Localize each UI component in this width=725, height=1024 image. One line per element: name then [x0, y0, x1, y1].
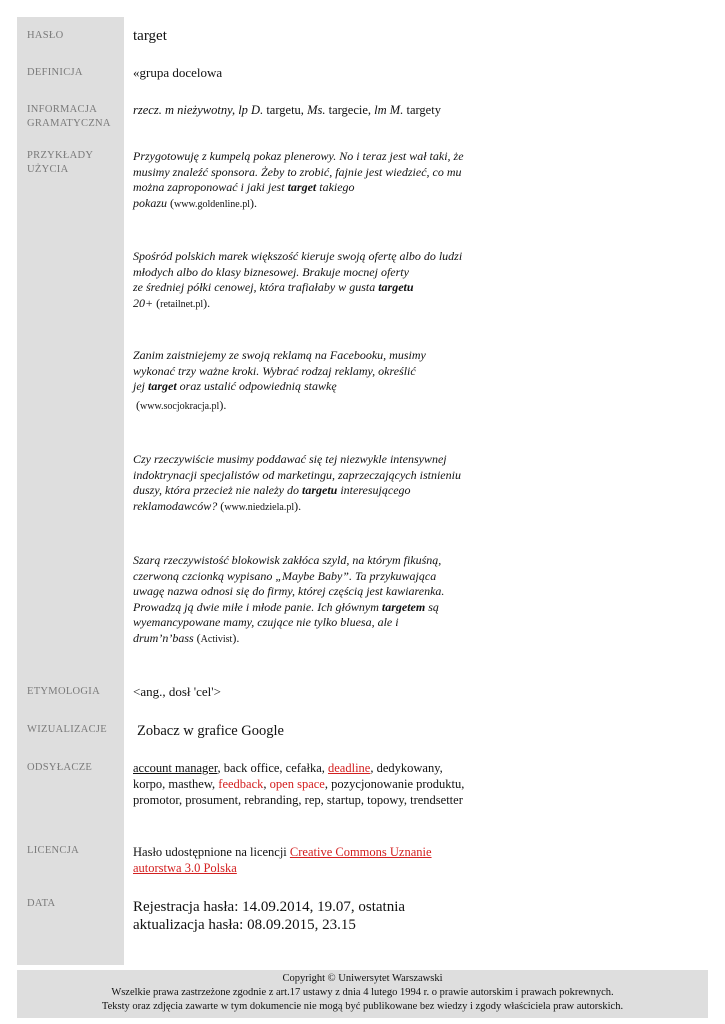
- example-text: można zaproponować i jaki jest: [133, 180, 288, 195]
- grammar-part: Ms.: [307, 103, 326, 117]
- example-line: Szarą rzeczywistość blokowisk zakłóca szyld, na którym fikuśną,: [133, 553, 442, 567]
- label-definition: DEFINICJA: [27, 67, 83, 78]
- references: [133, 760, 464, 808]
- example-line: musimy znaleźć sponsora. Żeby to zrobić, fajnie jest wiedzieć, co mu: [133, 164, 462, 179]
- example-line: wyemancypowane mamy, czujące nie tylko bluesa, ale i: [133, 615, 399, 630]
- references-line: [133, 776, 464, 792]
- footer-rights: Wszelkie prawa zastrzeżone zgodnie z art.17 ustawy z dnia 4 lutego 1994 r. o prawie autorskim i prawach pokrewnych.: [111, 987, 614, 998]
- label-grammar-line1: INFORMACJA: [27, 104, 98, 115]
- example-line: [133, 379, 473, 395]
- example-line: młodych albo do klasy biznesowej. Brakuje mocnej oferty: [133, 264, 409, 279]
- usage-example: [133, 553, 473, 648]
- label-etymology: ETYMOLOGIA: [27, 686, 100, 697]
- etymology: <ang., dosł 'cel'>: [133, 684, 221, 699]
- reference-link[interactable]: deadline: [328, 761, 371, 775]
- example-line: 20+ (retailnet.pl).: [133, 295, 211, 310]
- example-source: retailnet.pl: [160, 298, 204, 310]
- grammar-part: lm M.: [374, 103, 404, 117]
- label-examples: [27, 149, 122, 177]
- example-line: [133, 600, 473, 616]
- usage-example: [133, 348, 473, 414]
- footer-copyright: Copyright © Uniwersytet Warszawski: [282, 973, 443, 984]
- headword: target: [133, 28, 167, 44]
- license-text: Hasło udostępnione na licencji: [133, 845, 290, 859]
- example-keyword: targetem: [381, 599, 426, 614]
- example-line: [133, 483, 473, 499]
- label-examples-line2: UŻYCIA: [27, 164, 69, 175]
- grammar-part: rzecz. m nieżywotny, lp D.: [133, 103, 264, 117]
- example-line: Spośród polskich marek większość kieruje swoją ofertę albo do ludzi: [133, 249, 463, 263]
- example-keyword: targetu: [301, 483, 338, 498]
- example-text: pokazu: [133, 195, 167, 210]
- grammar-part: targetu,: [263, 103, 308, 117]
- example-source: www.goldenline.pl: [174, 198, 251, 210]
- date-line: aktualizacja hasła: 08.09.2015, 23.15: [133, 917, 356, 933]
- usage-example: [133, 149, 473, 212]
- reference-link[interactable]: open space: [269, 777, 325, 791]
- references-line: [133, 760, 464, 776]
- example-line: Czy rzeczywiście musimy poddawać się tej niezwykle intensywnej: [133, 452, 447, 466]
- example-text: drum’n’bass: [133, 630, 194, 645]
- example-source: Activist: [200, 633, 233, 645]
- example-line: [133, 280, 473, 296]
- usage-example: [133, 452, 473, 515]
- example-line: Zanim zaistniejemy ze swoją reklamą na Facebooku, musimy: [133, 348, 426, 362]
- example-text: takiego: [316, 180, 355, 195]
- date-line: Rejestracja hasła: 14.09.2014, 19.07, ostatnia: [133, 899, 406, 915]
- example-keyword: target: [148, 379, 177, 394]
- date-info: [133, 898, 405, 934]
- example-line: Przygotowuję z kumpelą pokaz plenerowy. No i teraz jest wał taki, że: [133, 149, 464, 163]
- grammar-info: [133, 102, 441, 118]
- label-grammar: [27, 103, 122, 131]
- example-line: reklamodawców? (www.niedziela.pl).: [133, 498, 302, 513]
- example-text: interesującego: [337, 483, 411, 498]
- reference-link[interactable]: feedback: [218, 777, 264, 791]
- example-line: drum’n’bass (Activist).: [133, 630, 240, 645]
- example-line: indoktrynacji specjalistów od marketingu, zaprzeczających istnieniu: [133, 467, 461, 482]
- example-source: www.socjokracja.pl: [140, 400, 220, 412]
- label-references: ODSYŁACZE: [27, 762, 93, 773]
- reference-text: , dedykowany,: [370, 761, 443, 775]
- reference-text: , back office, cefałka,: [217, 761, 328, 775]
- example-line: uwagę nazwa odnosi się do firmy, której częścią jest kawiarenka.: [133, 584, 445, 599]
- definition: «grupa docelowa: [133, 65, 223, 80]
- reference-text: ,: [263, 777, 270, 791]
- example-line: (www.socjokracja.pl).: [136, 397, 227, 412]
- label-headword: HASŁO: [27, 30, 64, 41]
- label-examples-line1: PRZYKŁADY: [27, 150, 94, 161]
- example-text: oraz ustalić odpowiednią stawkę: [176, 379, 337, 394]
- license-line: [133, 860, 432, 876]
- google-images-link[interactable]: Zobacz w grafice Google: [137, 723, 284, 739]
- label-license: LICENCJA: [27, 845, 79, 856]
- example-keyword: target: [287, 180, 317, 195]
- example-text: ze średniej półki cenowej, która trafiałaby w gusta: [133, 280, 379, 295]
- reference-link[interactable]: account manager: [133, 761, 218, 775]
- label-date: DATA: [27, 898, 56, 909]
- example-line: pokazu (www.goldenline.pl).: [133, 195, 258, 210]
- label-visualizations: WIZUALIZACJE: [27, 724, 107, 735]
- license: [133, 844, 432, 876]
- example-text: reklamodawców?: [133, 498, 218, 513]
- example-line: [133, 180, 473, 196]
- example-text: jej: [133, 379, 148, 394]
- license-link[interactable]: autorstwa 3.0 Polska: [133, 861, 237, 875]
- grammar-part: targecie,: [325, 103, 375, 117]
- reference-text: korpo, masthew,: [133, 777, 219, 791]
- example-line: czerwoną czcionką wypisano „Maybe Baby”. Ta przykuwająca: [133, 568, 437, 583]
- reference-text: , pozycjonowanie produktu,: [324, 777, 465, 791]
- references-line: promotor, prosument, rebranding, rep, startup, topowy, trendsetter: [133, 793, 463, 807]
- example-text: są: [425, 599, 439, 614]
- example-keyword: targetu: [378, 280, 414, 295]
- license-line: [133, 844, 432, 860]
- label-grammar-line2: GRAMATYCZNA: [27, 118, 111, 129]
- example-source: www.niedziela.pl: [224, 501, 295, 513]
- example-text: Prowadzą ją dwie miłe i młode panie. Ich głównym: [133, 599, 382, 614]
- example-text: duszy, która przecież nie należy do: [133, 483, 302, 498]
- footer-notice: Teksty oraz zdjęcia zawarte w tym dokumencie nie mogą być publikowane bez wiedzy i zgody właściciela praw autorskich.: [101, 1001, 624, 1012]
- usage-example: [133, 249, 473, 312]
- example-text: 20+: [133, 295, 154, 310]
- grammar-part: targety: [403, 103, 441, 117]
- example-line: wykonać trzy ważne kroki. Wybrać rodzaj reklamy, określić: [133, 363, 416, 378]
- footer: [17, 970, 708, 1018]
- license-link[interactable]: Creative Commons Uznanie: [289, 845, 432, 859]
